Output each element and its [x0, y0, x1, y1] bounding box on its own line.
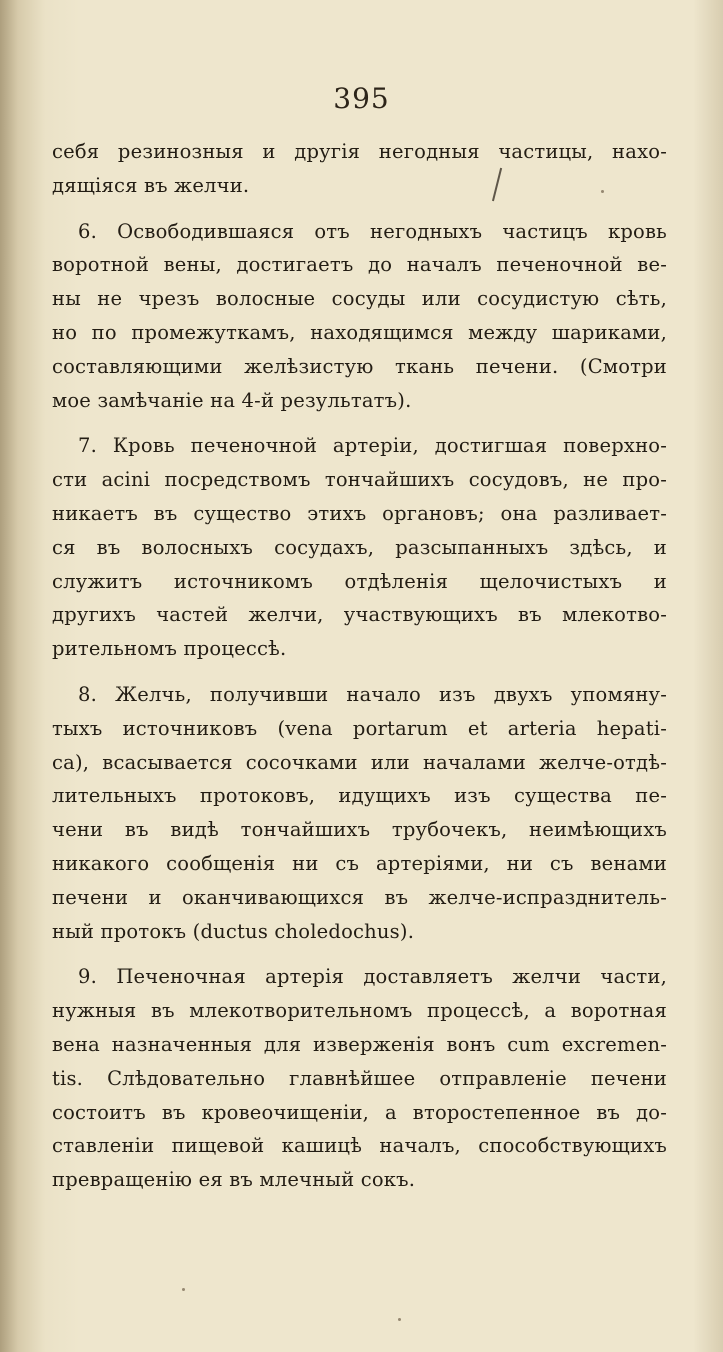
text-line: состоитъ въ кровеочищеніи, а второстепенное въ до- — [52, 1100, 667, 1124]
text-line: 8. Желчь, получивши начало изъ двухъ упомяну- — [78, 682, 667, 706]
text-line: дящіяся въ желчи. — [52, 173, 250, 197]
text-line: лительныхъ протоковъ, идущихъ изъ существа пе- — [52, 784, 667, 808]
text-line: служитъ источникомъ отдѣленія щелочистыхъ и — [52, 569, 667, 593]
text-line: рительномъ процессѣ. — [52, 637, 287, 661]
text-line: сти acini посредствомъ тончайшихъ сосудовъ, не про- — [52, 468, 667, 492]
text-line: ны не чрезъ волосные сосуды или сосудистую сѣть, — [52, 287, 667, 311]
text-line: воротной вены, достигаетъ до началъ печеночной ве- — [52, 253, 667, 277]
text-line: мое замѣчаніе на 4-й результатъ). — [52, 388, 412, 412]
paper-speck — [398, 1318, 401, 1321]
text-line: другихъ частей желчи, участвующихъ въ млекотво- — [52, 603, 667, 627]
text-line: чени въ видѣ тончайшихъ трубочекъ, неимѣющихъ — [52, 818, 667, 842]
paragraph-gap — [52, 203, 667, 215]
text-line: превращенію ея въ млечный сокъ. — [52, 1168, 416, 1192]
text-line: тыхъ источниковъ (vena portarum et arteria hepati- — [52, 716, 667, 740]
text-line: 6. Освободившаяся отъ негодныхъ частицъ кровь — [78, 219, 667, 243]
text-line: печени и оканчивающихся въ желче-испразднитель- — [52, 885, 667, 909]
paragraph-gap — [52, 417, 667, 429]
text-line: себя резинозныя и другія негодныя частицы, нахо- — [52, 140, 667, 163]
text-line: нужныя въ млекотворительномъ процессѣ, а воротная — [52, 999, 667, 1023]
text-line: никакого сообщенія ни съ артеріями, ни съ венами — [52, 851, 667, 875]
paragraph-gap — [52, 666, 667, 678]
paragraph-gap — [52, 948, 667, 960]
paper-speck — [601, 190, 604, 193]
text-line: 7. Кровь печеночной артеріи, достигшая поверхно- — [78, 434, 667, 458]
text-line: ставленіи пищевой кашицѣ началъ, способствующихъ — [52, 1134, 667, 1158]
text-line: составляющими желѣзистую ткань печени. (Смотри — [52, 354, 667, 378]
page-number: 395 — [333, 82, 390, 115]
text-line: ся въ волосныхъ сосудахъ, разсыпанныхъ здѣсь, и — [52, 535, 667, 559]
text-line: ный протокъ (ductus choledochus). — [52, 919, 415, 943]
text-line: 9. Печеночная артерія доставляетъ желчи части, — [78, 965, 667, 989]
text-line: никаетъ въ существо этихъ органовъ; она разливает- — [52, 501, 667, 525]
text-line: вена назначенныя для изверженія вонъ cum excremen- — [52, 1032, 667, 1056]
text-line: но по промежуткамъ, находящимся между шариками, — [52, 320, 667, 344]
body-text — [52, 135, 667, 1197]
text-line: ca), всасывается сосочками или началами желче-отдѣ- — [52, 750, 667, 774]
paper-speck — [182, 1288, 185, 1291]
text-line: tis. Слѣдовательно главнѣйшее отправленіе печени — [52, 1066, 667, 1090]
